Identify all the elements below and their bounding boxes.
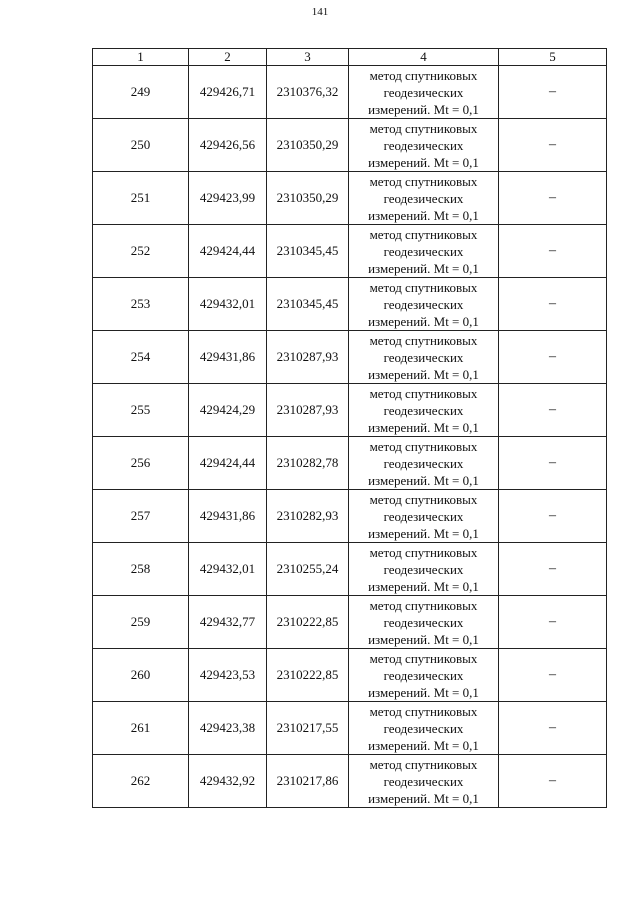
- method-line: измерений. Mt = 0,1: [368, 313, 479, 329]
- y-coordinate-cell: 2310350,29: [267, 172, 349, 225]
- point-number-cell: 249: [93, 66, 189, 119]
- table-row: [93, 649, 607, 702]
- point-number-cell: 251: [93, 172, 189, 225]
- note-cell: –: [499, 172, 607, 225]
- x-coordinate-cell: 429426,71: [189, 66, 267, 119]
- header-col-3: 3: [267, 49, 349, 66]
- method-line: геодезических: [383, 614, 464, 630]
- y-coordinate-cell: 2310376,32: [267, 66, 349, 119]
- method-line: измерений. Mt = 0,1: [368, 631, 479, 647]
- method-cell: [349, 119, 499, 172]
- method-line: геодезических: [383, 243, 464, 259]
- y-coordinate-cell: 2310222,85: [267, 596, 349, 649]
- method-line: геодезических: [383, 508, 464, 524]
- x-coordinate-cell: 429423,38: [189, 702, 267, 755]
- x-coordinate-cell: 429432,01: [189, 543, 267, 596]
- note-cell: –: [499, 596, 607, 649]
- table-row: [93, 225, 607, 278]
- x-coordinate-cell: 429432,01: [189, 278, 267, 331]
- method-line: метод спутниковых: [369, 67, 478, 83]
- method-line: измерений. Mt = 0,1: [368, 525, 479, 541]
- note-cell: –: [499, 66, 607, 119]
- point-number-cell: 256: [93, 437, 189, 490]
- method-line: метод спутниковых: [369, 597, 478, 613]
- note-cell: –: [499, 437, 607, 490]
- header-col-2: 2: [189, 49, 267, 66]
- y-coordinate-cell: 2310255,24: [267, 543, 349, 596]
- note-cell: –: [499, 225, 607, 278]
- y-coordinate-cell: 2310282,93: [267, 490, 349, 543]
- method-line: метод спутниковых: [369, 650, 478, 666]
- method-line: метод спутниковых: [369, 120, 478, 136]
- x-coordinate-cell: 429432,92: [189, 755, 267, 808]
- note-cell: –: [499, 543, 607, 596]
- method-cell: [349, 331, 499, 384]
- method-line: геодезических: [383, 455, 464, 471]
- point-number-cell: 255: [93, 384, 189, 437]
- method-cell: [349, 225, 499, 278]
- note-cell: –: [499, 331, 607, 384]
- method-line: геодезических: [383, 720, 464, 736]
- note-cell: –: [499, 119, 607, 172]
- point-number-cell: 259: [93, 596, 189, 649]
- method-line: геодезических: [383, 773, 464, 789]
- method-cell: [349, 384, 499, 437]
- y-coordinate-cell: 2310217,55: [267, 702, 349, 755]
- method-line: метод спутниковых: [369, 226, 478, 242]
- note-cell: –: [499, 702, 607, 755]
- table-row: [93, 66, 607, 119]
- method-line: метод спутниковых: [369, 703, 478, 719]
- method-line: геодезических: [383, 84, 464, 100]
- method-cell: [349, 596, 499, 649]
- method-line: измерений. Mt = 0,1: [368, 207, 479, 223]
- point-number-cell: 254: [93, 331, 189, 384]
- method-line: измерений. Mt = 0,1: [368, 737, 479, 753]
- y-coordinate-cell: 2310345,45: [267, 278, 349, 331]
- method-line: метод спутниковых: [369, 173, 478, 189]
- table-row: [93, 755, 607, 808]
- x-coordinate-cell: 429424,29: [189, 384, 267, 437]
- method-cell: [349, 755, 499, 808]
- point-number-cell: 257: [93, 490, 189, 543]
- y-coordinate-cell: 2310287,93: [267, 384, 349, 437]
- table-row: [93, 596, 607, 649]
- table-body: [93, 66, 607, 808]
- note-cell: –: [499, 490, 607, 543]
- method-line: геодезических: [383, 137, 464, 153]
- note-cell: –: [499, 755, 607, 808]
- y-coordinate-cell: 2310287,93: [267, 331, 349, 384]
- method-cell: [349, 649, 499, 702]
- method-line: метод спутниковых: [369, 544, 478, 560]
- method-line: метод спутниковых: [369, 491, 478, 507]
- point-number-cell: 252: [93, 225, 189, 278]
- method-cell: [349, 437, 499, 490]
- table-row: [93, 490, 607, 543]
- note-cell: –: [499, 278, 607, 331]
- table-row: [93, 278, 607, 331]
- method-line: измерений. Mt = 0,1: [368, 101, 479, 117]
- x-coordinate-cell: 429426,56: [189, 119, 267, 172]
- point-number-cell: 250: [93, 119, 189, 172]
- page-number: 141: [311, 6, 329, 18]
- note-cell: –: [499, 384, 607, 437]
- method-line: метод спутниковых: [369, 332, 478, 348]
- x-coordinate-cell: 429431,86: [189, 490, 267, 543]
- method-cell: [349, 490, 499, 543]
- x-coordinate-cell: 429432,77: [189, 596, 267, 649]
- table-header-row: [93, 49, 607, 66]
- method-line: геодезических: [383, 349, 464, 365]
- point-number-cell: 258: [93, 543, 189, 596]
- note-cell: –: [499, 649, 607, 702]
- table-row: [93, 702, 607, 755]
- y-coordinate-cell: 2310217,86: [267, 755, 349, 808]
- table-row: [93, 172, 607, 225]
- x-coordinate-cell: 429424,44: [189, 437, 267, 490]
- x-coordinate-cell: 429423,99: [189, 172, 267, 225]
- method-line: геодезических: [383, 402, 464, 418]
- method-line: геодезических: [383, 667, 464, 683]
- y-coordinate-cell: 2310222,85: [267, 649, 349, 702]
- method-line: геодезических: [383, 561, 464, 577]
- x-coordinate-cell: 429424,44: [189, 225, 267, 278]
- method-cell: [349, 543, 499, 596]
- table-row: [93, 119, 607, 172]
- header-col-4: 4: [349, 49, 499, 66]
- method-line: измерений. Mt = 0,1: [368, 684, 479, 700]
- table-row: [93, 543, 607, 596]
- point-number-cell: 253: [93, 278, 189, 331]
- x-coordinate-cell: 429431,86: [189, 331, 267, 384]
- method-line: измерений. Mt = 0,1: [368, 154, 479, 170]
- table-row: [93, 331, 607, 384]
- header-col-5: 5: [499, 49, 607, 66]
- method-line: измерений. Mt = 0,1: [368, 260, 479, 276]
- method-line: измерений. Mt = 0,1: [368, 419, 479, 435]
- method-cell: [349, 702, 499, 755]
- method-line: геодезических: [383, 296, 464, 312]
- y-coordinate-cell: 2310345,45: [267, 225, 349, 278]
- point-number-cell: 262: [93, 755, 189, 808]
- table-row: [93, 384, 607, 437]
- x-coordinate-cell: 429423,53: [189, 649, 267, 702]
- method-line: измерений. Mt = 0,1: [368, 366, 479, 382]
- method-line: измерений. Mt = 0,1: [368, 578, 479, 594]
- point-number-cell: 260: [93, 649, 189, 702]
- method-line: метод спутниковых: [369, 756, 478, 772]
- point-number-cell: 261: [93, 702, 189, 755]
- method-cell: [349, 66, 499, 119]
- method-line: измерений. Mt = 0,1: [368, 472, 479, 488]
- table-row: [93, 437, 607, 490]
- method-line: метод спутниковых: [369, 438, 478, 454]
- coordinates-table: [92, 48, 607, 808]
- y-coordinate-cell: 2310282,78: [267, 437, 349, 490]
- header-col-1: 1: [93, 49, 189, 66]
- method-line: метод спутниковых: [369, 279, 478, 295]
- method-line: геодезических: [383, 190, 464, 206]
- method-cell: [349, 278, 499, 331]
- method-cell: [349, 172, 499, 225]
- method-line: измерений. Mt = 0,1: [368, 790, 479, 806]
- y-coordinate-cell: 2310350,29: [267, 119, 349, 172]
- method-line: метод спутниковых: [369, 385, 478, 401]
